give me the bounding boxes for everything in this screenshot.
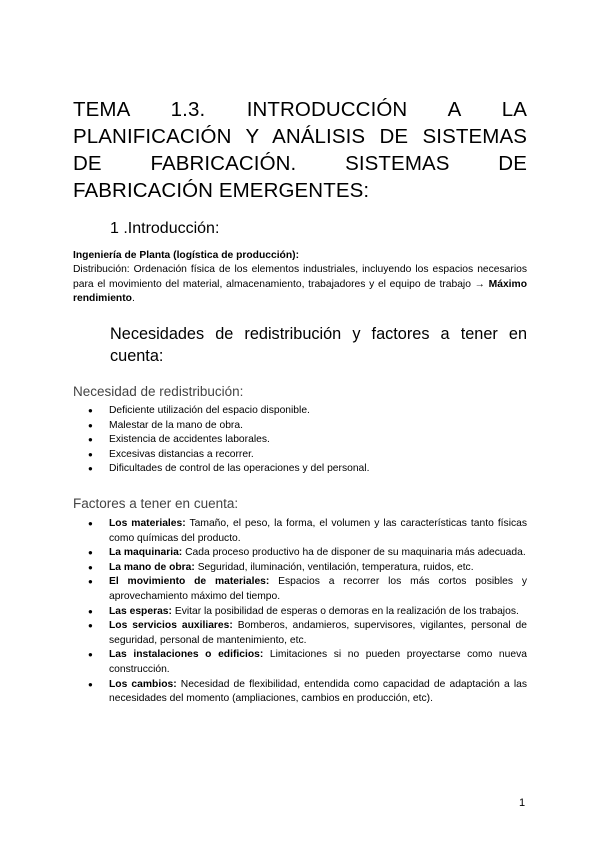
list-item: ● Dificultades de control de las operaciones y del personal. [73, 462, 523, 477]
factor-label: Las esperas: [109, 605, 172, 617]
factor-text: Espacios a recorrer los más cortos posibles y aprovechamiento máximo del tiempo. [109, 576, 527, 602]
list-item: ● Excesivas distancias a recorrer. [73, 448, 523, 463]
factor-label: La maquinaria: [109, 547, 183, 559]
subheading-necesidad: Necesidad de redistribución: [73, 384, 244, 399]
list-item: ● Malestar de la mano de obra. [73, 419, 523, 434]
definition-bold: Máximo rendimiento [73, 278, 527, 305]
definition-end: . [131, 293, 135, 305]
list-item [73, 517, 527, 546]
list-item [73, 648, 527, 677]
page-number: 1 [519, 797, 526, 809]
section-heading-necesidades: Necesidades de redistribución y factores a tener en cuenta: [110, 325, 527, 365]
necesidad-list [73, 404, 523, 477]
factor-label: El movimiento de materiales: [109, 576, 270, 588]
factor-label: Los servicios auxiliares: [109, 620, 233, 632]
list-item [73, 678, 527, 707]
factor-label: La mano de obra: [109, 561, 195, 573]
list-item [73, 605, 527, 620]
document-title: TEMA 1.3. INTRODUCCIÓN A LA PLANIFICACIÓN Y ANÁLISIS DE SISTEMAS DE FABRICACIÓN. SISTEMAS DE FABRICACIÓN EMERGENTES: [73, 98, 527, 202]
list-item [73, 619, 527, 648]
definition-body: Distribución: Ordenación física de los elementos industriales, incluyendo los espacios necesarios para el movimiento del material, almacenamiento, trabajadores y el equipo de trabajo → [73, 264, 527, 290]
factor-text: Seguridad, iluminación, ventilación, temperatura, ruidos, etc. [194, 561, 474, 573]
factor-text: Necesidad de flexibilidad, entendida como capacidad de adaptación a las necesidades del momento (ampliaciones, cambios en producción, etc). [109, 678, 527, 705]
list-item [73, 575, 527, 604]
list-item: ● Existencia de accidentes laborales. [73, 433, 523, 448]
factor-text: Bomberos, andamieros, supervisores, vigilantes, personal de seguridad, personal de mantenimiento, etc. [109, 620, 528, 646]
list-item [73, 546, 527, 561]
factor-text: Cada proceso productivo ha de disponer de su maquinaria más adecuada. [182, 547, 526, 559]
subheading-factores: Factores a tener en cuenta: [73, 496, 239, 511]
list-item [73, 561, 527, 576]
factor-text: Limitaciones si no pueden proyectarse como nueva construcción. [109, 649, 527, 675]
definition-text [73, 263, 527, 306]
factores-list [73, 517, 527, 707]
factor-text: Tamaño, el peso, la forma, el volumen y las características tanto físicas como químicas del producto. [109, 518, 527, 544]
definition-label: Ingeniería de Planta (logística de producción): [73, 250, 299, 261]
factor-label: Los cambios: [109, 678, 177, 690]
definition-block [73, 249, 527, 307]
section-heading-introduccion: 1 .Introducción: [110, 220, 220, 237]
list-item: ● Deficiente utilización del espacio disponible. [73, 404, 523, 419]
factor-label: Las instalaciones o edificios: [109, 649, 264, 661]
factor-label: Los materiales: [109, 518, 186, 529]
factor-text: Evitar la posibilidad de esperas o demoras en la realización de los trabajos. [171, 605, 519, 617]
